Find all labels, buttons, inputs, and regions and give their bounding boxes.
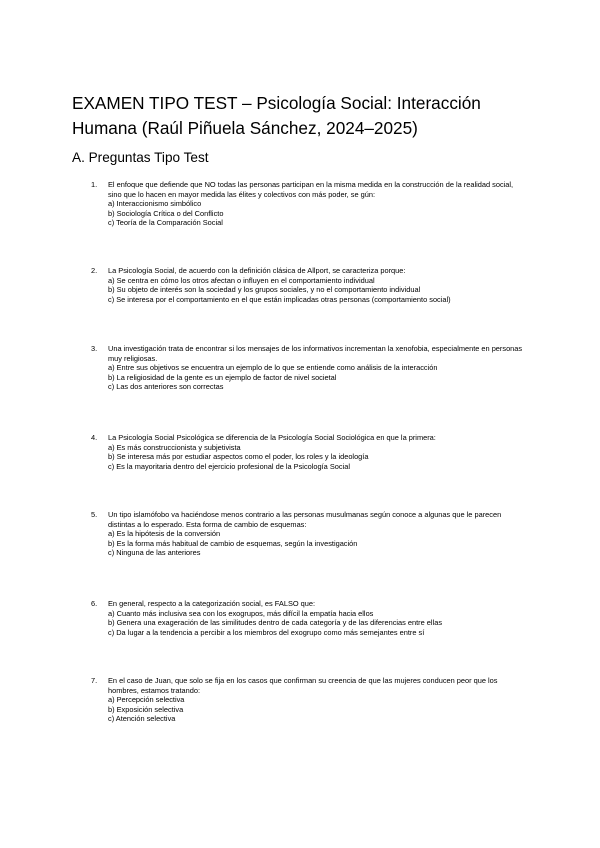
question-number: 7. bbox=[91, 676, 98, 685]
question-1 bbox=[91, 180, 528, 228]
option-c: c) Atención selectiva bbox=[108, 714, 176, 724]
question-2 bbox=[91, 266, 528, 304]
option-a: a) Es más construccionista y subjetivista bbox=[108, 442, 241, 452]
question-5 bbox=[91, 510, 528, 558]
option-a: a) Se centra en cómo los otros afectan o influyen en el comportamiento individual bbox=[108, 275, 375, 285]
option-a: a) Interaccionismo simbólico bbox=[108, 199, 202, 209]
option-b: b) La religiosidad de la gente es un ejemplo de factor de nivel societal bbox=[108, 372, 337, 382]
question-text: El enfoque que defiende que NO todas las personas participan en la misma medida en la construcción de la realidad social, sino que lo hacen en mayor medida las élites y colectivos con más poder, se gún: bbox=[108, 180, 514, 199]
document-title: EXAMEN TIPO TEST – Psicología Social: Interacción Humana (Raúl Piñuela Sánchez, 2024–2025) bbox=[72, 93, 481, 138]
option-c: c) Se interesa por el comportamiento en el que están implicadas otras personas (comportamiento social) bbox=[108, 294, 451, 304]
question-number: 5. bbox=[91, 510, 98, 519]
option-b: b) Sociología Crítica o del Conflicto bbox=[108, 208, 224, 218]
question-6 bbox=[91, 599, 528, 637]
question-text: La Psicología Social, de acuerdo con la definición clásica de Allport, se caracteriza porque: bbox=[108, 266, 406, 275]
question-text: Una investigación trata de encontrar si los mensajes de los informativos incrementan la xenofobia, especialmente en personas muy religiosas. bbox=[108, 344, 523, 363]
option-a: a) Cuanto más inclusiva sea con los exogrupos, más difícil la empatía hacia ellos bbox=[108, 608, 374, 618]
question-number: 4. bbox=[91, 433, 98, 442]
question-number: 1. bbox=[91, 180, 98, 189]
option-a: a) Es la hipótesis de la conversión bbox=[108, 529, 221, 539]
question-text: En general, respecto a la categorización social, es FALSO que: bbox=[108, 599, 316, 608]
option-c: c) Las dos anteriores son correctas bbox=[108, 382, 224, 392]
question-7 bbox=[91, 676, 528, 724]
question-number: 2. bbox=[91, 266, 98, 275]
question-number: 6. bbox=[91, 599, 98, 608]
option-b: b) Genera una exageración de las similitudes dentro de cada categoría y de las diferencias entre ellas bbox=[108, 618, 443, 628]
question-3 bbox=[91, 344, 528, 392]
option-a: a) Percepción selectiva bbox=[108, 695, 185, 705]
option-b: b) Exposición selectiva bbox=[108, 704, 184, 714]
question-text: En el caso de Juan, que solo se fija en los casos que confirman su creencia de que las mujeres conducen peor que los hombres, estamos tratando: bbox=[108, 676, 498, 695]
option-c: c) Ninguna de las anteriores bbox=[108, 548, 201, 558]
question-4 bbox=[91, 433, 528, 471]
option-a: a) Entre sus objetivos se encuentra un ejemplo de lo que se entiende como análisis de la interacción bbox=[108, 363, 438, 373]
question-text: La Psicología Social Psicológica se diferencia de la Psicología Social Sociológica en que la primera: bbox=[108, 433, 436, 442]
option-c: c) Da lugar a la tendencia a percibir a los miembros del exogrupo como más semejantes entre sí bbox=[108, 627, 425, 637]
question-number: 3. bbox=[91, 344, 98, 353]
option-b: b) Se interesa más por estudiar aspectos como el poder, los roles y la ideología bbox=[108, 452, 369, 462]
section-heading: A. Preguntas Tipo Test bbox=[72, 150, 209, 165]
option-c: c) Es la mayoritaria dentro del ejercicio profesional de la Psicología Social bbox=[108, 461, 350, 471]
question-text: Un tipo islamófobo va haciéndose menos contrario a las personas musulmanas según conoce a algunas que le parecen distintas a lo esperado. Esta forma de cambio de esquemas: bbox=[108, 510, 502, 529]
option-b: b) Es la forma más habitual de cambio de esquemas, según la investigación bbox=[108, 538, 358, 548]
option-c: c) Teoría de la Comparación Social bbox=[108, 218, 223, 228]
option-b: b) Su objeto de interés son la sociedad y los grupos sociales, y no el comportamiento individual bbox=[108, 285, 421, 295]
